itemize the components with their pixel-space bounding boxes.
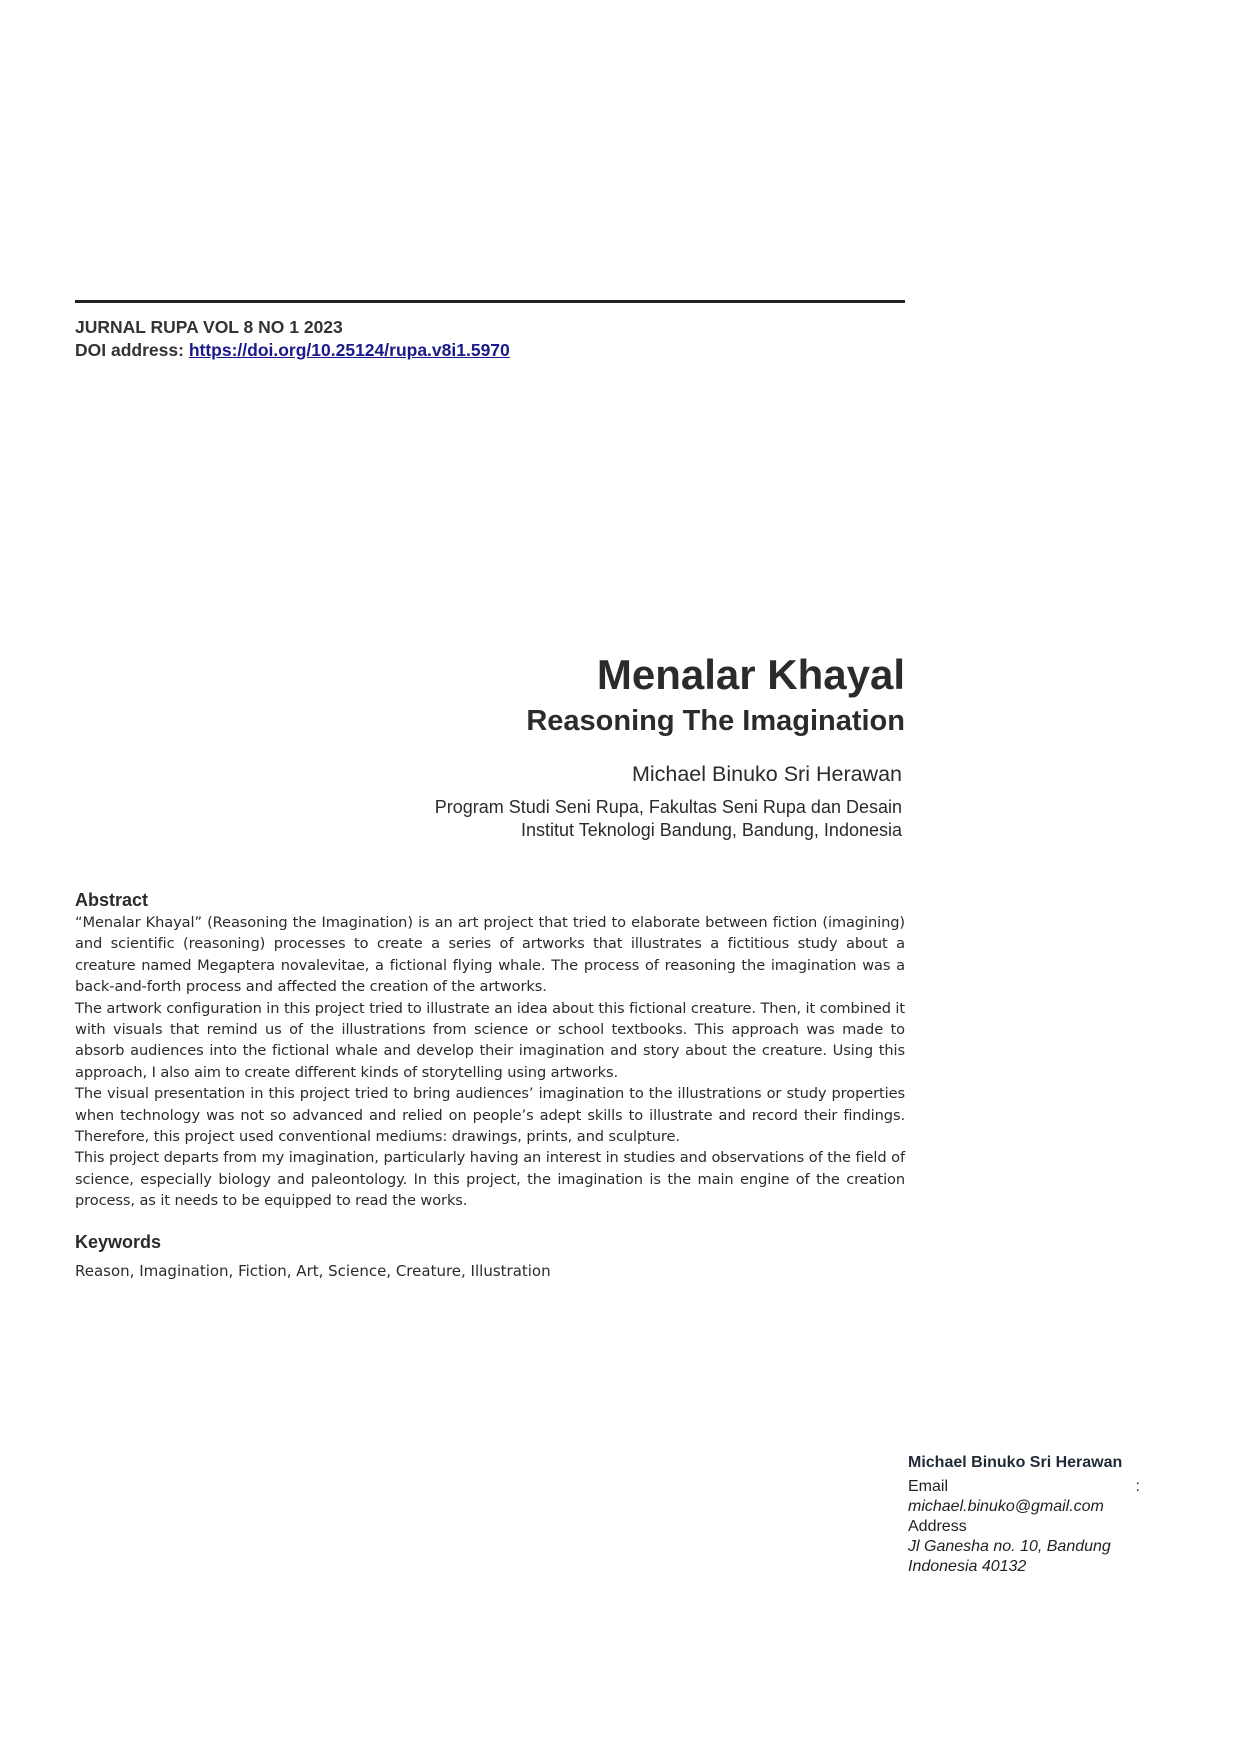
abstract-paragraph: The visual presentation in this project tried to bring audiences’ imagination to the illustrations or study properties when technology was not so advanced and relied on people’s adept skills to illustrate and record their findings. Therefore, this project used conventional mediums: drawings, prints, and sculpture. <box>75 1085 905 1146</box>
article-subtitle: Reasoning The Imagination <box>526 705 905 737</box>
keywords-list: Reason, Imagination, Fiction, Art, Science, Creature, Illustration <box>75 1261 551 1280</box>
email-colon: : <box>1135 1478 1140 1495</box>
doi-line <box>75 339 905 362</box>
affiliation-line-1: Program Studi Seni Rupa, Fakultas Seni Rupa dan Desain <box>434 797 902 817</box>
email-label-line <box>908 1477 1140 1497</box>
doi-link[interactable]: https://doi.org/10.25124/rupa.v8i1.5970 <box>188 340 510 360</box>
author-name: Michael Binuko Sri Herawan <box>631 762 902 786</box>
title-block <box>75 650 905 842</box>
email-address[interactable]: michael.binuko@gmail.com <box>908 1498 1104 1515</box>
journal-volume: JURNAL RUPA VOL 8 NO 1 2023 <box>75 317 343 337</box>
contact-name: Michael Binuko Sri Herawan <box>908 1454 1123 1471</box>
abstract-heading: Abstract <box>75 890 149 910</box>
address-line-2: Indonesia 40132 <box>908 1558 1027 1575</box>
author-contact <box>908 1452 1140 1577</box>
abstract-paragraph: The artwork configuration in this project tried to illustrate an idea about this fictional creature. Then, it combined it with visuals that remind us of the illustrations from science or school textbooks. This approach was made to absorb audiences into the fictional whale and develop their imagination and story about the creature. Using this approach, I also aim to create different kinds of storytelling using artworks. <box>75 999 905 1081</box>
abstract-section <box>75 888 905 1282</box>
address-label: Address <box>908 1518 967 1535</box>
keywords-heading: Keywords <box>75 1231 162 1252</box>
abstract-paragraph: This project departs from my imagination, particularly having an interest in studies and observations of the field of science, especially biology and paleontology. In this project, the imagination is the main engine of the creation process, as it needs to be equipped to read the works. <box>75 1149 905 1210</box>
email-label: Email <box>908 1478 949 1495</box>
affiliation <box>75 796 902 842</box>
affiliation-line-2: Institut Teknologi Bandung, Bandung, Indonesia <box>521 820 902 840</box>
doi-label: DOI address: <box>75 340 184 360</box>
address-line-1: Jl Ganesha no. 10, Bandung <box>908 1538 1111 1555</box>
journal-header <box>75 316 905 362</box>
header-rule <box>75 300 905 303</box>
abstract-paragraph: “Menalar Khayal” (Reasoning the Imagination) is an art project that tried to elaborate between fiction (imagining) and scientific (reasoning) processes to create a series of artworks that illustrates a fictitious study about a creature named Megaptera novalevitae, a fictional flying whale. The process of reasoning the imagination was a back-and-forth process and affected the creation of the artworks. <box>75 914 905 996</box>
article-title: Menalar Khayal <box>596 651 905 698</box>
